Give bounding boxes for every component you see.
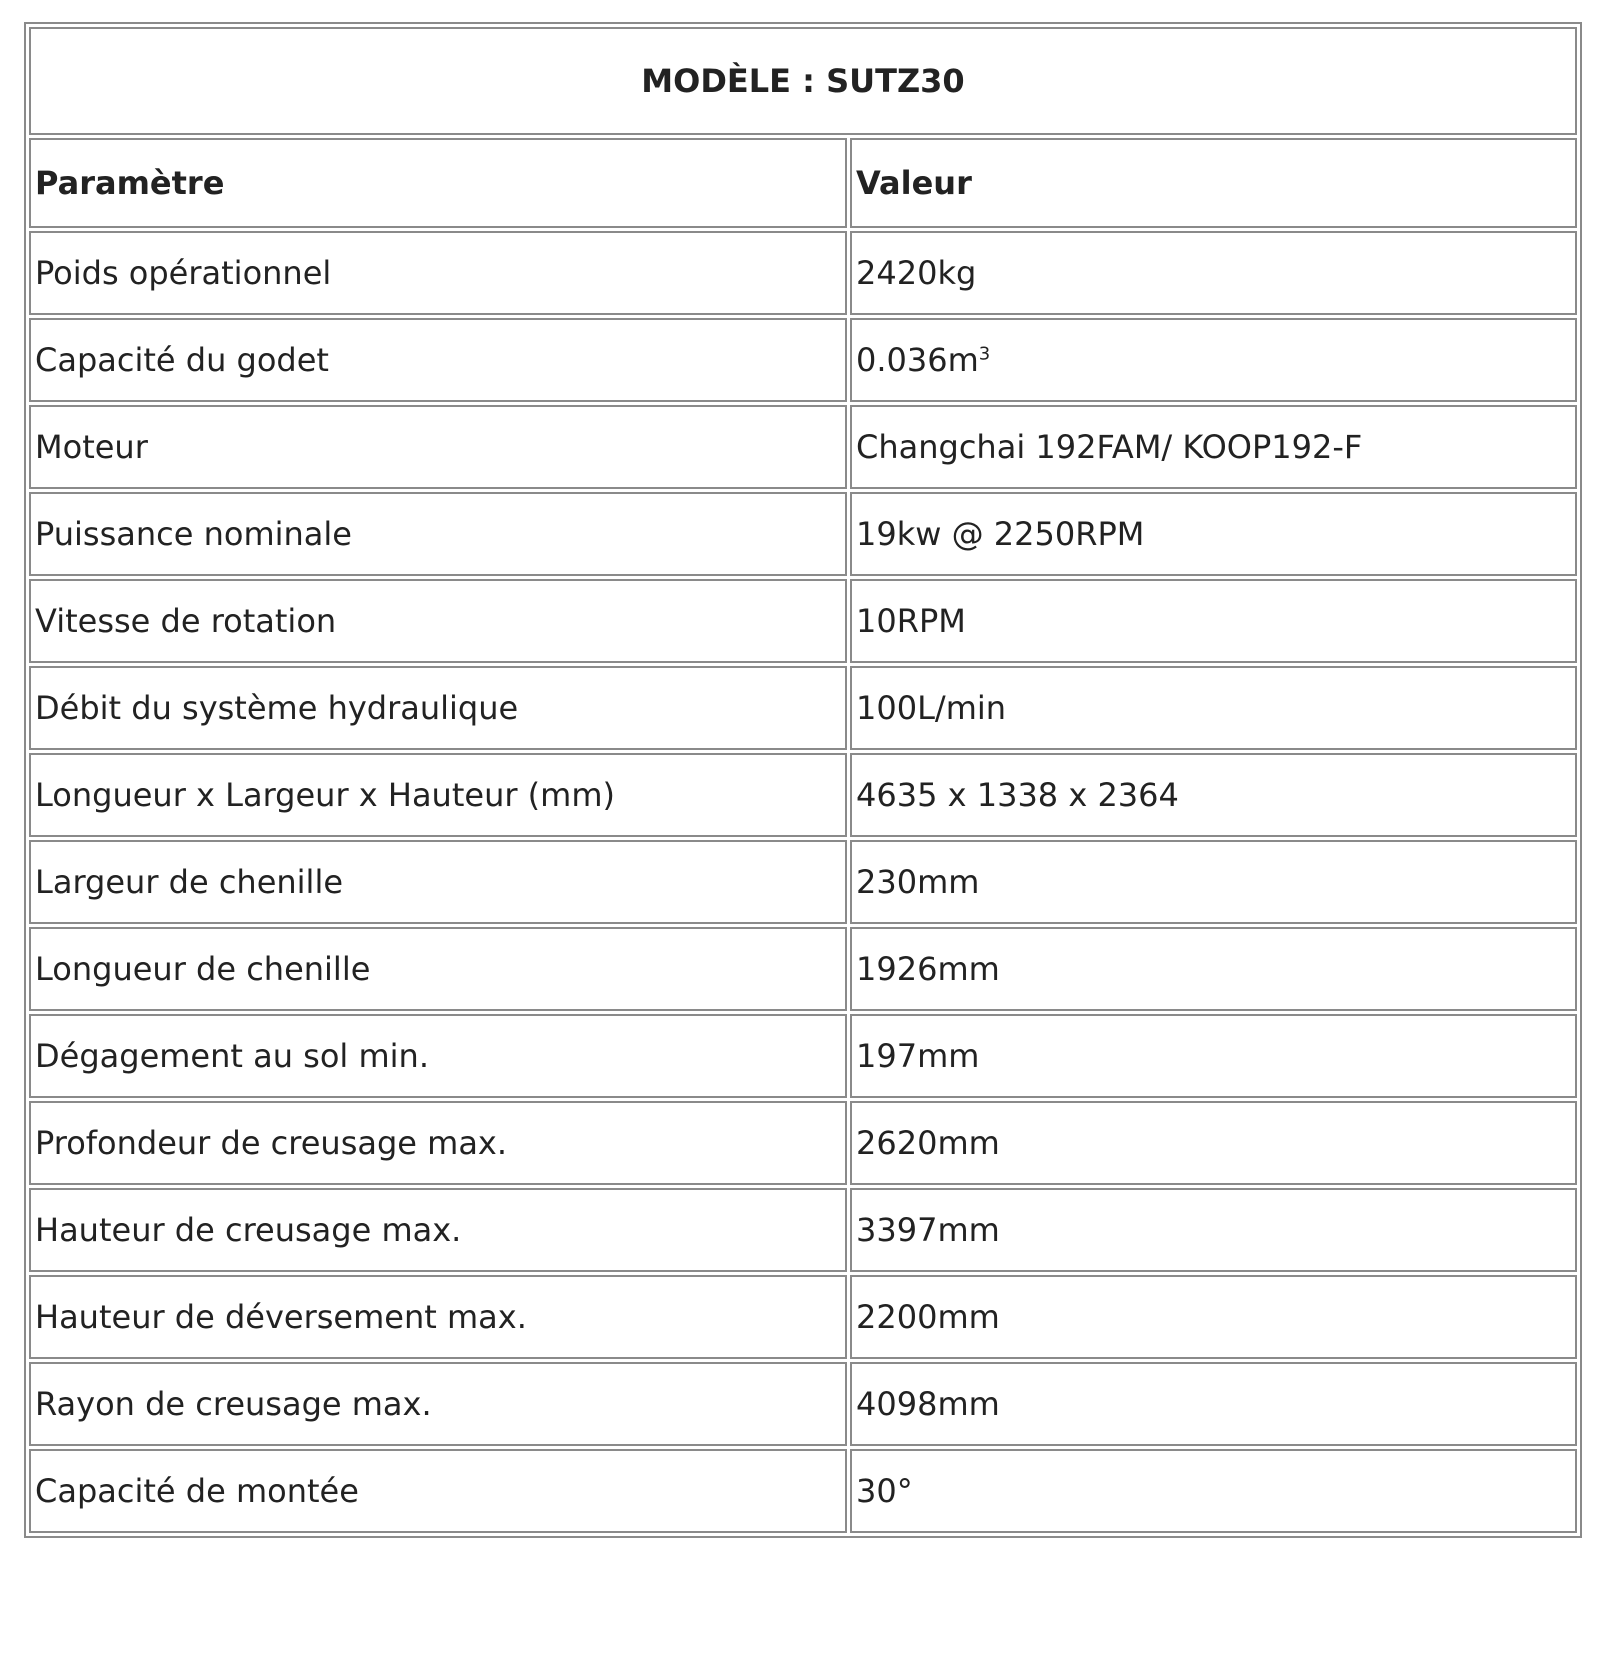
table-row	[29, 1275, 1577, 1359]
value-text: 2200mm	[856, 1298, 1000, 1336]
value-text: 30°	[856, 1472, 913, 1510]
value-text: 0.036m	[856, 341, 979, 379]
parameter-cell: Vitesse de rotation	[29, 579, 847, 663]
table-row	[29, 666, 1577, 750]
table-row	[29, 492, 1577, 576]
value-cell	[850, 231, 1577, 315]
value-text: 100L/min	[856, 689, 1007, 727]
value-cell	[850, 1362, 1577, 1446]
parameter-cell: Capacité du godet	[29, 318, 847, 402]
table-row	[29, 405, 1577, 489]
value-cell	[850, 1275, 1577, 1359]
value-text: 3397mm	[856, 1211, 1000, 1249]
value-cell	[850, 1188, 1577, 1272]
parameter-cell: Largeur de chenille	[29, 840, 847, 924]
parameter-cell: Longueur de chenille	[29, 927, 847, 1011]
parameter-cell: Moteur	[29, 405, 847, 489]
parameter-cell: Puissance nominale	[29, 492, 847, 576]
table-row	[29, 318, 1577, 402]
value-text: 10RPM	[856, 602, 966, 640]
value-cell	[850, 927, 1577, 1011]
value-cell	[850, 318, 1577, 402]
parameter-cell: Profondeur de creusage max.	[29, 1101, 847, 1185]
table-row	[29, 840, 1577, 924]
parameter-cell: Dégagement au sol min.	[29, 1014, 847, 1098]
parameter-cell: Rayon de creusage max.	[29, 1362, 847, 1446]
value-cell	[850, 666, 1577, 750]
value-text: 1926mm	[856, 950, 1000, 988]
value-text: 4098mm	[856, 1385, 1000, 1423]
value-text: 19kw @ 2250RPM	[856, 515, 1145, 553]
value-cell	[850, 1101, 1577, 1185]
header-value: Valeur	[850, 138, 1577, 228]
header-parameter: Paramètre	[29, 138, 847, 228]
value-cell	[850, 492, 1577, 576]
parameter-cell: Poids opérationnel	[29, 231, 847, 315]
value-text: 2620mm	[856, 1124, 1000, 1162]
header-row	[29, 138, 1577, 228]
value-cell	[850, 1449, 1577, 1533]
parameter-cell: Hauteur de déversement max.	[29, 1275, 847, 1359]
value-cell	[850, 405, 1577, 489]
value-cell	[850, 1014, 1577, 1098]
parameter-cell: Hauteur de creusage max.	[29, 1188, 847, 1272]
spec-table	[24, 22, 1582, 1538]
table-row	[29, 1014, 1577, 1098]
table-row	[29, 927, 1577, 1011]
title-row	[29, 27, 1577, 135]
parameter-cell: Capacité de montée	[29, 1449, 847, 1533]
value-cell	[850, 579, 1577, 663]
table-row	[29, 1188, 1577, 1272]
value-cell	[850, 753, 1577, 837]
value-superscript: 3	[978, 343, 991, 365]
value-text: 197mm	[856, 1037, 980, 1075]
table-row	[29, 231, 1577, 315]
value-text: 230mm	[856, 863, 980, 901]
parameter-cell: Longueur x Largeur x Hauteur (mm)	[29, 753, 847, 837]
model-title: MODÈLE : SUTZ30	[29, 27, 1577, 135]
value-text: 4635 x 1338 x 2364	[856, 776, 1179, 814]
value-cell	[850, 840, 1577, 924]
value-text: 2420kg	[856, 254, 977, 292]
table-row	[29, 1362, 1577, 1446]
table-row	[29, 753, 1577, 837]
table-row	[29, 1449, 1577, 1533]
table-row	[29, 579, 1577, 663]
value-text: Changchai 192FAM/ KOOP192-F	[856, 428, 1363, 466]
table-row	[29, 1101, 1577, 1185]
parameter-cell: Débit du système hydraulique	[29, 666, 847, 750]
